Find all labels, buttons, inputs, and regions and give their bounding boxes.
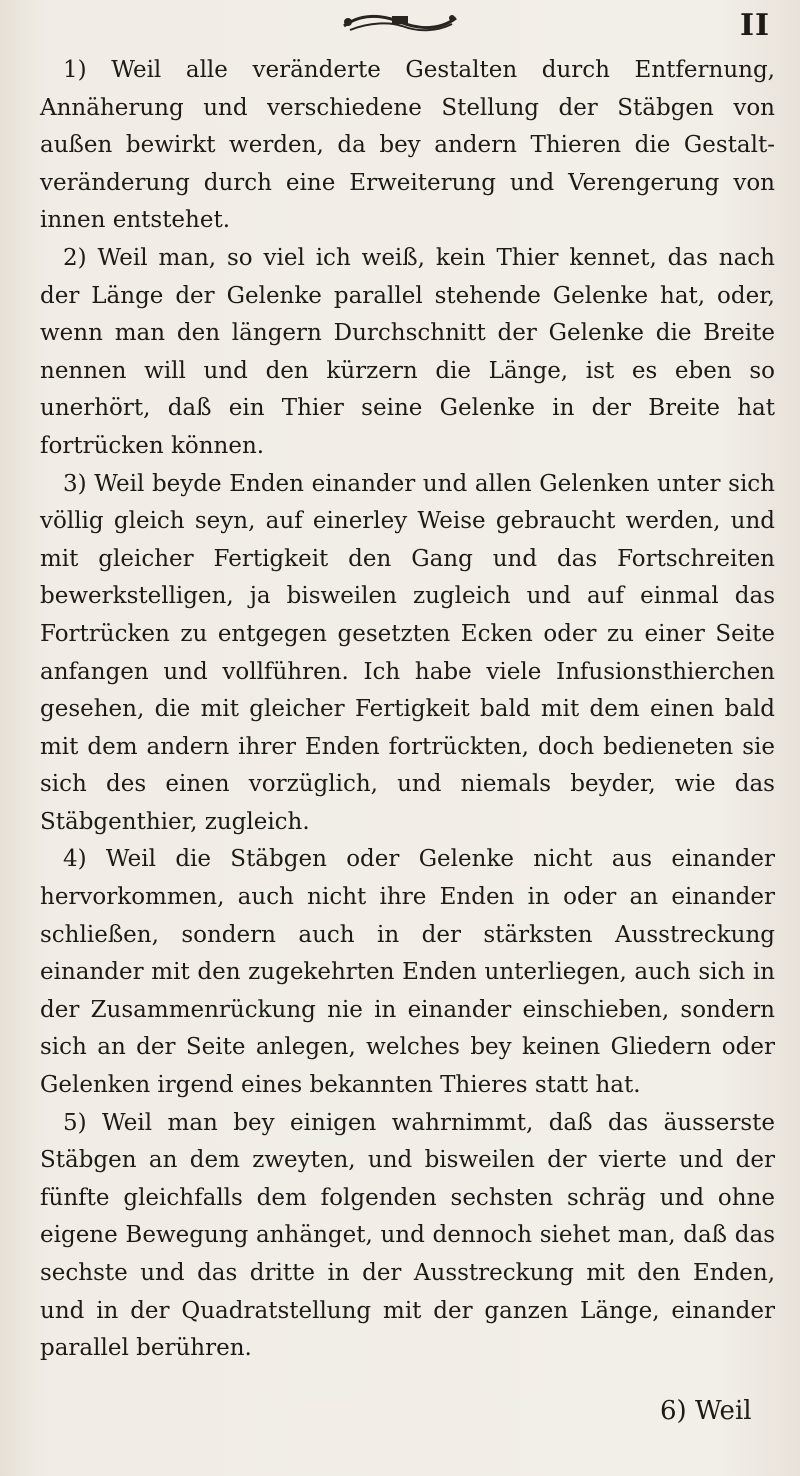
body-text (40, 52, 775, 1368)
paragraph-4: 4) Weil die Stäbgen oder Gelenke nicht aus einander hervorkommen, auch nicht ihre Enden in oder an einander schließen, sondern auch in der stärksten Ausstreckung einander mit den zugekehrten Enden unterliegen, auch sich in der Zusammenrückung nie in einander einschieben, sondern sich an der Seite anlegen, welches bey keinen Gliedern oder Gelenken irgend eines bekannten Thieres statt hat. (40, 846, 775, 1099)
header-ornament (340, 8, 460, 38)
paragraph-1: 1) Weil alle veränderte Gestalten durch Entfernung, Annäherung und verschiedene Stellung der Stäbgen von außen bewirkt werden, da bey andern Thieren die Gestalt-veränderung durch eine Erweiterung und Verengerung von innen entstehet. (40, 57, 775, 234)
page-number: II (740, 8, 771, 43)
catchword: 6) Weil (660, 1396, 752, 1426)
paragraph-5: 5) Weil man bey einigen wahrnimmt, daß das äusserste Stäbgen an dem zweyten, und bisweilen der vierte und der fünfte gleichfalls dem folgenden sechsten schräg und ohne eigene Bewegung anhänget, und dennoch siehet man, daß das sechste und das dritte in der Ausstreckung mit den Enden, und in der Quadratstellung mit der ganzen Länge, einander parallel berühren. (40, 1109, 775, 1362)
paragraph-2: 2) Weil man, so viel ich weiß, kein Thier kennet, das nach der Länge der Gelenke parallel stehende Gelenke hat, oder, wenn man den längern Durchschnitt der Gelenke die Breite nennen will und den kürzern die Länge, ist es eben so unerhört, daß ein Thier seine Gelenke in der Breite hat fortrücken können. (40, 244, 775, 459)
paragraph-3: 3) Weil beyde Enden einander und allen Gelenken unter sich völlig gleich seyn, auf einerley Weise gebraucht werden, und mit gleicher Fertigkeit den Gang und das Fortschreiten bewerkstelligen, ja bisweilen zugleich und auf einmal das Fortrücken zu entgegen gesetzten Ecken oder zu einer Seite anfangen und vollführen. Ich habe viele Infusionsthierchen gesehen, die mit gleicher Fertigkeit bald mit dem einen bald mit dem andern ihrer Enden fortrückten, doch bedieneten sie sich des einen vorzüglich, und niemals beyder, wie das Stäbgenthier, zugleich. (40, 470, 775, 835)
